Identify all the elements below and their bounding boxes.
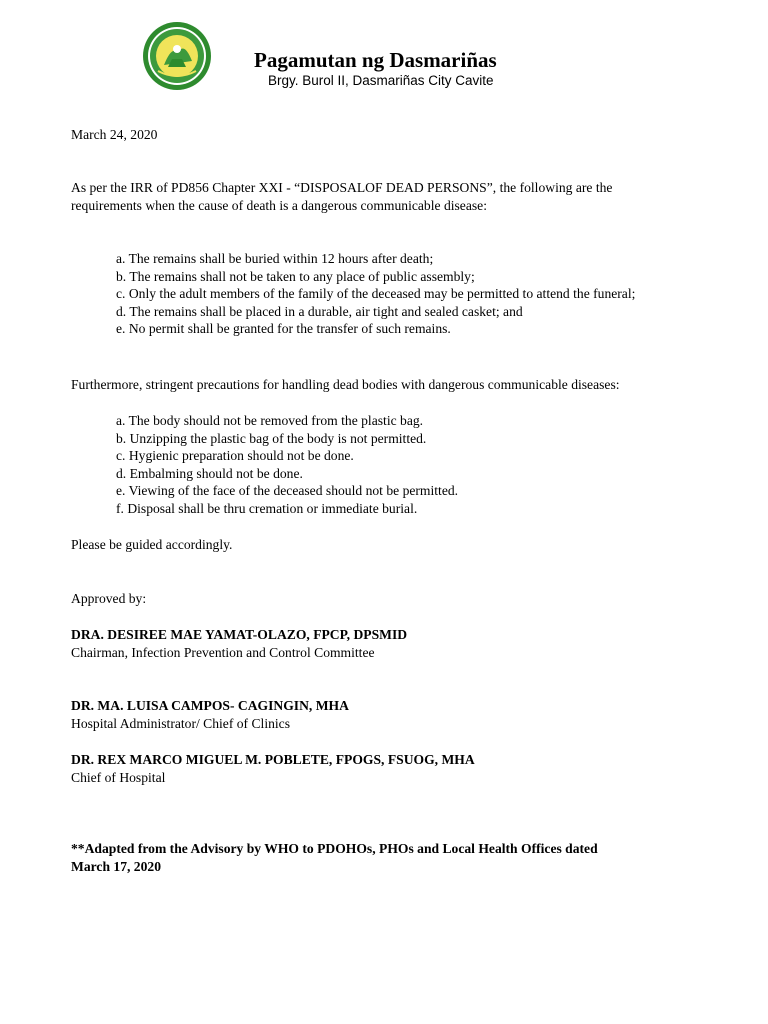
list-item: d. The remains shall be placed in a durable, air tight and sealed casket; and — [116, 303, 523, 319]
list-item: c. Hygienic preparation should not be done. — [116, 448, 354, 464]
footnote-line-1: **Adapted from the Advisory by WHO to PDOHOs, PHOs and Local Health Offices dated — [71, 841, 598, 856]
list-item: f. Disposal shall be thru cremation or immediate burial. — [116, 500, 418, 516]
hospital-seal-logo — [142, 21, 212, 91]
precautions-list — [116, 412, 458, 518]
signatory-title: Chairman, Infection Prevention and Control Committee — [71, 645, 375, 660]
list-item: b. The remains shall not be taken to any place of public assembly; — [116, 268, 475, 284]
precautions-intro: Furthermore, stringent precautions for handling dead bodies with dangerous communicable diseases: — [71, 377, 620, 392]
approved-by-label: Approved by: — [71, 591, 147, 606]
list-item: e. No permit shall be granted for the transfer of such remains. — [116, 321, 451, 337]
hospital-name: Pagamutan ng Dasmariñas — [254, 48, 497, 72]
letter-date: March 24, 2020 — [71, 127, 158, 142]
list-item: d. Embalming should not be done. — [116, 465, 303, 481]
signatory-title: Hospital Administrator/ Chief of Clinics — [71, 716, 290, 731]
seal-icon — [142, 21, 212, 91]
list-item: a. The remains shall be buried within 12 hours after death; — [116, 251, 434, 266]
intro-line-1: As per the IRR of PD856 Chapter XXI - “DISPOSALOF DEAD PERSONS”, the following are the — [71, 180, 613, 195]
signatory-name: DR. MA. LUISA CAMPOS- CAGINGIN, MHA — [71, 698, 349, 713]
signatory-name: DRA. DESIREE MAE YAMAT-OLAZO, FPCP, DPSMID — [71, 627, 408, 642]
footnote-line-2: March 17, 2020 — [71, 859, 161, 874]
list-item: e. Viewing of the face of the deceased should not be permitted. — [116, 483, 459, 499]
signatory-name: DR. REX MARCO MIGUEL M. POBLETE, FPOGS, FSUOG, MHA — [71, 752, 475, 767]
list-item: b. Unzipping the plastic bag of the body is not permitted. — [116, 430, 427, 446]
signatory-title: Chief of Hospital — [71, 770, 166, 785]
intro-line-2: requirements when the cause of death is a dangerous communicable disease: — [71, 198, 487, 213]
list-item: a. The body should not be removed from the plastic bag. — [116, 413, 424, 428]
closing-line: Please be guided accordingly. — [71, 537, 233, 552]
requirements-list — [116, 250, 635, 338]
list-item: c. Only the adult members of the family of the deceased may be permitted to attend the funeral; — [116, 286, 636, 302]
hospital-address: Brgy. Burol II, Dasmariñas City Cavite — [268, 73, 494, 88]
